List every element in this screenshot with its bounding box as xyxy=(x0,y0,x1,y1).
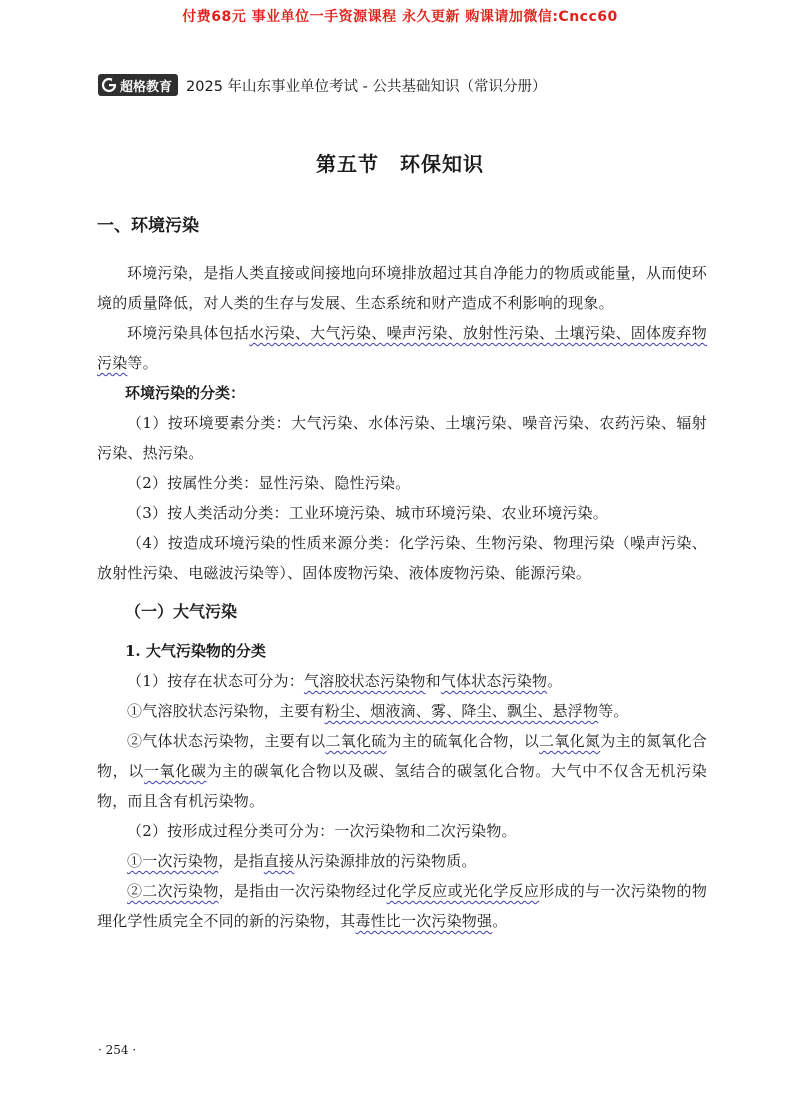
promo-banner: 付费68元 事业单位一手资源课程 永久更新 购课请加微信:Cncc60 xyxy=(182,9,618,25)
heading-environmental-pollution: 一、环境污染 xyxy=(97,216,199,236)
classification-item: （1）按环境要素分类：大气污染、水体污染、土壤污染、噪音污染、农药污染、辐射污染、热污染。 xyxy=(97,414,707,462)
paragraph-definition: 环境污染，是指人类直接或间接地向环境排放超过其自净能力的物质或能量，从而使环境的质量降低，对人类的生存与发展、生态系统和财产造成不利影响的现象。 xyxy=(97,264,707,312)
classification-item: （2）按属性分类：显性污染、隐性污染。 xyxy=(127,474,411,492)
section-title: 第五节 环保知识 xyxy=(316,152,484,176)
classification-item: （4）按造成环境污染的性质来源分类：化学污染、生物污染、物理污染（噪声污染、放射性污染、电磁波污染等）、固体废物污染、液体废物污染、能源污染。 xyxy=(97,534,707,582)
heading-air-pollutant-classification: 1. 大气污染物的分类 xyxy=(125,642,266,660)
classification-heading: 环境污染的分类： xyxy=(125,384,246,402)
paragraph-includes: 环境污染具体包括水污染、大气污染、噪声污染、放射性污染、土壤污染、固体废弃物污染等。 xyxy=(97,324,707,372)
book-title: 2025 年山东事业单位考试 - 公共基础知识（常识分册） xyxy=(186,78,547,95)
paragraph-process-classification: （2）按形成过程分类可分为：一次污染物和二次污染物。 xyxy=(127,822,517,840)
logo-text: 超格教育 xyxy=(120,79,173,95)
pollution-types-underlined: 水污染、大气污染、噪声污染、放射性污染、土壤污染、固体废弃物污染 xyxy=(97,324,707,372)
paragraph-state-classification: （1）按存在状态可分为：气溶胶状态污染物和气体状态污染物。 xyxy=(127,672,563,690)
classification-item: （3）按人类活动分类：工业环境污染、城市环境污染、农业环境污染。 xyxy=(127,504,608,522)
heading-air-pollution: （一）大气污染 xyxy=(125,602,238,621)
paragraph-gas: ②气体状态污染物，主要有以二氧化硫为主的硫氧化合物，以二氧化氮为主的氮氧化合物，以一氧化碳为主的碳氧化合物以及碳、氢结合的碳氢化合物。大气中不仅含无机污染物，而且含有机污染物。 xyxy=(97,732,707,810)
paragraph-aerosol: ①气溶胶状态污染物，主要有粉尘、烟液滴、雾、降尘、飘尘、悬浮物等。 xyxy=(127,702,629,720)
page-content xyxy=(97,206,707,936)
publisher-logo xyxy=(98,74,178,96)
page-header xyxy=(98,74,546,96)
logo-g-icon xyxy=(101,77,117,93)
paragraph-primary-pollutant: ①一次污染物，是指直接从污染源排放的污染物质。 xyxy=(127,852,477,870)
paragraph-secondary-pollutant: ②二次污染物，是指由一次污染物经过化学反应或光化学反应形成的与一次污染物的物理化学性质完全不同的新的污染物，其毒性比一次污染物强。 xyxy=(97,882,708,930)
page-number: · 254 · xyxy=(98,1043,137,1057)
